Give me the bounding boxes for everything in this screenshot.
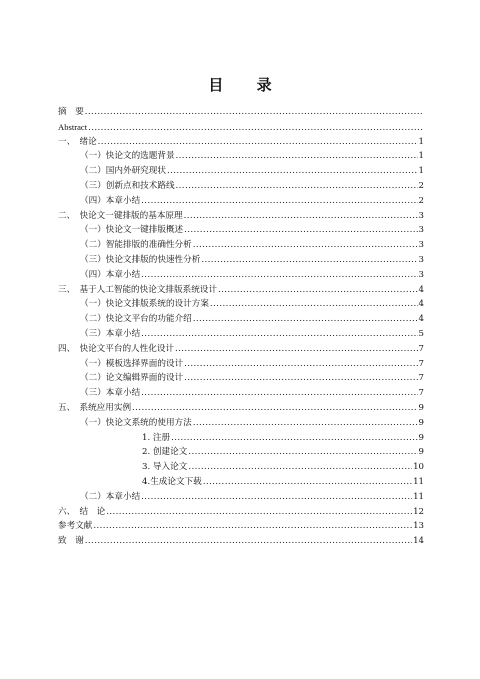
toc-entry[interactable] <box>58 445 424 460</box>
toc-entry-label: （三）本章小结 <box>80 388 141 399</box>
toc-entry-page-number: 12 <box>413 506 424 517</box>
toc-entry[interactable] <box>58 342 424 357</box>
toc-entry-label: （一）快论文一键排版概述 <box>80 225 184 236</box>
toc-entry-label: 三、 基于人工智能的快论文排版系统设计 <box>58 284 217 295</box>
toc-entry[interactable] <box>58 312 424 327</box>
dot-leader <box>85 534 412 549</box>
dot-leader <box>184 357 417 372</box>
toc-entry[interactable] <box>58 209 424 224</box>
toc-entry-label: 参考文献 <box>58 521 93 532</box>
toc-entry-page-number: 7 <box>418 373 424 384</box>
toc-entry-page-number: 1 <box>418 151 424 162</box>
toc-entry-label: 致 谢 <box>58 536 84 547</box>
toc-entry-page-number: 7 <box>418 388 424 399</box>
toc-entry-label: （三）创新点和技术路线 <box>80 180 175 191</box>
toc-entry-page-number: 7 <box>418 358 424 369</box>
dot-leader <box>98 135 418 150</box>
toc-entry-label: 1. 注册 <box>142 432 171 443</box>
dot-leader <box>193 416 418 431</box>
toc-entry[interactable] <box>58 475 424 490</box>
toc-entry-page-number: 7 <box>418 343 424 354</box>
dot-leader <box>167 164 418 179</box>
dot-leader <box>176 149 418 164</box>
toc-entry-page-number: 14 <box>413 536 424 547</box>
dot-leader <box>171 431 417 446</box>
toc-entry[interactable] <box>58 283 424 298</box>
dot-leader <box>176 179 418 194</box>
toc-entry-page-number: 13 <box>413 521 424 532</box>
dot-leader <box>85 105 423 120</box>
toc-entry-label: Abstract <box>58 121 88 132</box>
toc-entry-label: 2. 创建论文 <box>142 447 188 458</box>
dot-leader <box>184 371 417 386</box>
toc-entry-label: （二）本章小结 <box>80 491 141 502</box>
toc-entry[interactable] <box>58 179 424 194</box>
toc-entry-label: （三）本章小结 <box>80 328 141 339</box>
toc-entry[interactable] <box>58 519 424 534</box>
toc-entry-label: 四、 快论文平台的人性化设计 <box>58 343 175 354</box>
toc-title: 目 录 <box>208 76 286 94</box>
dot-leader <box>184 209 418 224</box>
dot-leader <box>132 401 417 416</box>
dot-leader <box>218 283 418 298</box>
table-of-contents <box>58 105 424 549</box>
toc-entry[interactable] <box>58 194 424 209</box>
toc-entry-label: 一、 绪论 <box>58 136 97 147</box>
toc-entry-page-number: 3 <box>418 240 424 251</box>
toc-entry-page-number: 10 <box>413 462 424 473</box>
toc-entry-page-number: 1 <box>418 136 424 147</box>
toc-entry[interactable] <box>58 534 424 549</box>
toc-entry-page-number: 9 <box>418 447 424 458</box>
dot-leader <box>193 312 418 327</box>
toc-entry-label: 3. 导入论文 <box>142 462 188 473</box>
toc-entry-page-number: 3 <box>418 254 424 265</box>
dot-leader <box>141 490 412 505</box>
toc-entry-page-number: 2 <box>418 180 424 191</box>
dot-leader <box>141 268 417 283</box>
toc-entry-page-number: 3 <box>418 225 424 236</box>
dot-leader <box>141 327 417 342</box>
dot-leader <box>210 297 418 312</box>
dot-leader <box>141 194 417 209</box>
toc-entry[interactable] <box>58 149 424 164</box>
dot-leader <box>188 445 417 460</box>
toc-entry[interactable] <box>58 431 424 446</box>
toc-entry-page-number: 4 <box>418 284 424 295</box>
toc-entry-label: 摘 要 <box>58 107 84 117</box>
toc-entry-label: （四）本章小结 <box>80 195 141 206</box>
toc-entry[interactable] <box>58 490 424 505</box>
toc-entry[interactable] <box>58 386 424 401</box>
toc-entry-label: （四）本章小结 <box>80 269 141 280</box>
dot-leader <box>175 342 418 357</box>
toc-entry-page-number: 9 <box>418 402 424 413</box>
toc-entry[interactable] <box>58 416 424 431</box>
toc-entry[interactable] <box>58 268 424 283</box>
toc-entry-label: （一）快论文系统的使用方法 <box>80 417 192 428</box>
toc-entry[interactable] <box>58 164 424 179</box>
dot-leader <box>93 519 412 534</box>
dot-leader <box>203 475 412 490</box>
toc-entry-label: （一）快论文排版系统的设计方案 <box>80 299 209 310</box>
toc-entry[interactable] <box>58 105 424 120</box>
dot-leader <box>184 223 417 238</box>
toc-entry-label: （三）快论文排版的快速性分析 <box>80 254 201 265</box>
toc-entry-page-number: 4 <box>418 314 424 325</box>
dot-leader <box>201 253 417 268</box>
dot-leader <box>88 121 423 136</box>
toc-entry-page-number: 3 <box>418 210 424 221</box>
toc-entry-label: 4.生成论文下载 <box>142 476 202 487</box>
toc-entry[interactable] <box>58 505 424 520</box>
toc-entry-label: （二）论文编辑界面的设计 <box>80 373 184 384</box>
toc-entry[interactable] <box>58 327 424 342</box>
toc-entry-page-number: 9 <box>418 417 424 428</box>
toc-entry-label: （一）模板选择界面的设计 <box>80 358 184 369</box>
dot-leader <box>193 238 418 253</box>
toc-entry[interactable] <box>58 238 424 253</box>
toc-entry-page-number: 11 <box>413 491 424 502</box>
toc-entry-page-number: 5 <box>418 328 424 339</box>
toc-entry-label: 二、 快论文一键排版的基本原理 <box>58 210 183 221</box>
toc-entry-label: （二）快论文平台的功能介绍 <box>80 314 192 325</box>
toc-entry-page-number: 4 <box>418 299 424 310</box>
toc-entry-label: （二）国内外研究现状 <box>80 166 166 177</box>
dot-leader <box>188 460 412 475</box>
toc-entry[interactable] <box>58 357 424 372</box>
toc-entry[interactable] <box>58 460 424 475</box>
toc-entry-label: （一）快论文的选题背景 <box>80 151 175 162</box>
toc-entry-page-number: 9 <box>418 432 424 443</box>
toc-entry[interactable] <box>58 120 424 135</box>
toc-entry[interactable] <box>58 223 424 238</box>
toc-entry-page-number: 3 <box>418 269 424 280</box>
toc-entry-label: 五、 系统应用实例 <box>58 402 132 413</box>
toc-entry[interactable] <box>58 253 424 268</box>
toc-entry-label: 六、 结 论 <box>58 506 106 517</box>
toc-entry[interactable] <box>58 297 424 312</box>
dot-leader <box>141 386 417 401</box>
toc-entry-label: （二）智能排版的准确性分析 <box>80 240 192 251</box>
toc-entry-page-number: 1 <box>418 166 424 177</box>
toc-entry-page-number: 11 <box>413 476 424 487</box>
toc-entry[interactable] <box>58 401 424 416</box>
dot-leader <box>106 505 412 520</box>
toc-entry[interactable] <box>58 371 424 386</box>
toc-entry-page-number: 2 <box>418 195 424 206</box>
toc-entry[interactable] <box>58 135 424 150</box>
